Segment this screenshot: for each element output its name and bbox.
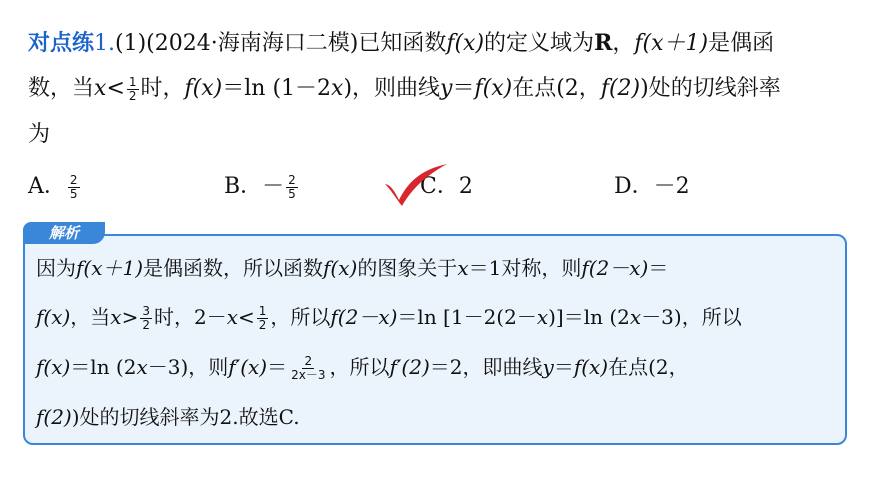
function-fx: f(x) xyxy=(474,76,513,101)
variable-x: x xyxy=(629,305,642,329)
function-fx: f(x) xyxy=(36,305,71,329)
function-fx: f(x) xyxy=(184,76,223,101)
fraction-denominator: 2 xyxy=(128,88,137,103)
function-f-2-minus-x: f(2－x) xyxy=(330,305,398,329)
solution-text: 因为 xyxy=(36,256,76,280)
solution-line-4 xyxy=(36,403,300,431)
variable-y: y xyxy=(542,355,554,379)
solution-text: )]＝ln (2 xyxy=(548,305,630,329)
function-fx: f(x) xyxy=(446,31,485,56)
variable-x: x xyxy=(94,76,107,101)
question-text: ， xyxy=(612,31,635,56)
question-text: 的定义域为 xyxy=(484,31,595,56)
function-fx: f(x) xyxy=(573,355,609,379)
equals-sign: ＝ xyxy=(452,76,475,101)
option-a-label: A． xyxy=(28,174,66,199)
option-a-fraction xyxy=(68,174,80,201)
solution-text: )处的切线斜率为2.故选C. xyxy=(71,405,300,429)
real-set-symbol: R xyxy=(594,30,613,56)
solution-text: －3)，所以 xyxy=(641,305,742,329)
fraction-denominator: 5 xyxy=(69,186,78,201)
solution-text: ，当 xyxy=(70,305,111,329)
function-f2: f(2) xyxy=(36,405,72,429)
solution-text: ，所以 xyxy=(329,355,390,379)
fraction-denominator: 2x－3 xyxy=(291,368,326,382)
option-a[interactable] xyxy=(28,170,82,204)
option-b[interactable] xyxy=(224,170,300,204)
solution-text: 的图象关于 xyxy=(357,256,458,280)
question-text: 在点(2， xyxy=(512,76,601,101)
function-fx-plus-1: f(x＋1) xyxy=(634,31,709,56)
fraction-three-halves xyxy=(140,305,152,332)
derivative-fraction xyxy=(289,355,327,382)
variable-x: x xyxy=(331,76,344,101)
derivative-fx: f′(x) xyxy=(228,355,268,379)
solution-text: ＝ln [1－2(2－ xyxy=(397,305,537,329)
function-f2: f(2) xyxy=(600,76,641,101)
fraction-numerator: 2 xyxy=(288,172,296,187)
function-fx-plus-1: f(x＋1) xyxy=(76,256,144,280)
solution-text: ＝1对称，则 xyxy=(468,256,582,280)
solution-text: －3)，则 xyxy=(147,355,229,379)
equals-sign: ＝ xyxy=(553,355,574,379)
equals-sign: ＝ xyxy=(267,355,288,379)
solution-text: 是偶函数，所以函数 xyxy=(143,256,324,280)
checkmark-icon xyxy=(381,160,457,210)
option-d[interactable] xyxy=(614,170,690,204)
question-text: )处的切线斜率 xyxy=(640,76,781,101)
fraction-numerator: 1 xyxy=(128,74,137,89)
equals-sign: ＝ xyxy=(648,256,669,280)
question-text: 数，当 xyxy=(28,76,95,101)
question-text: 时， xyxy=(140,76,185,101)
solution-text: ＝2，即曲线 xyxy=(429,355,543,379)
fraction-denominator: 5 xyxy=(288,186,296,201)
variable-x: x xyxy=(457,256,469,280)
solution-text: 时，2－ xyxy=(153,305,227,329)
less-than-sign: < xyxy=(238,305,255,329)
variable-x: x xyxy=(226,305,238,329)
variable-x: x xyxy=(110,305,122,329)
fraction-denominator: 2 xyxy=(142,318,150,332)
fraction-one-half xyxy=(127,76,139,103)
fraction-numerator: 1 xyxy=(258,304,267,318)
question-text: ＝ln (1－2 xyxy=(222,76,332,101)
question-line-1 xyxy=(28,28,774,59)
fraction-one-half xyxy=(257,305,269,332)
solution-text: ，所以 xyxy=(270,305,331,329)
option-c-label: C．2 xyxy=(420,174,473,199)
fraction-numerator: 3 xyxy=(142,304,150,318)
less-than-sign: < xyxy=(106,76,125,101)
solution-line-2 xyxy=(36,303,742,332)
question-source: (1)(2024·海南海口二模)已知函数 xyxy=(115,31,447,56)
option-b-label: B．－ xyxy=(224,174,285,199)
question-text: )，则曲线 xyxy=(343,76,441,101)
solution-line-3 xyxy=(36,353,689,382)
solution-text: 在点(2， xyxy=(608,355,689,379)
question-line-3: 为 xyxy=(28,122,51,147)
solution-text: ＝ln (2 xyxy=(70,355,137,379)
fraction-numerator: 2 xyxy=(69,172,78,187)
option-d-label: D．－2 xyxy=(614,174,690,199)
function-f-2-minus-x: f(2－x) xyxy=(581,256,649,280)
option-b-fraction xyxy=(286,174,298,201)
exercise-tag: 对点练 xyxy=(28,31,95,56)
question-line-2 xyxy=(28,74,781,104)
variable-y: y xyxy=(440,76,453,101)
variable-x: x xyxy=(136,355,148,379)
exercise-number: 1. xyxy=(94,31,116,56)
function-fx: f(x) xyxy=(36,355,71,379)
fraction-numerator: 2 xyxy=(304,354,313,368)
variable-x: x xyxy=(536,305,549,329)
derivative-f2: f′(2) xyxy=(389,355,430,379)
solution-tag: 解析 xyxy=(23,222,105,244)
question-text: 是偶函 xyxy=(708,31,775,56)
function-fx: f(x) xyxy=(323,256,358,280)
greater-than-sign: > xyxy=(121,305,139,329)
solution-line-1 xyxy=(36,254,668,282)
fraction-denominator: 2 xyxy=(258,318,267,332)
